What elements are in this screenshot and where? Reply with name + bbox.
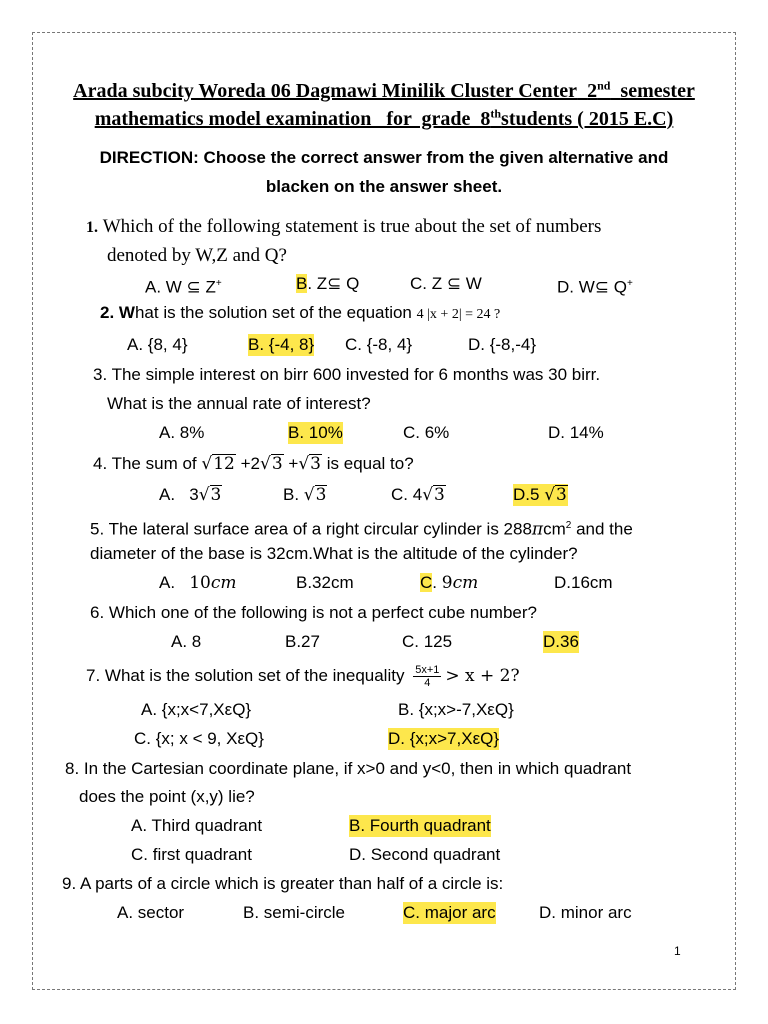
direction-line-2: blacken on the answer sheet.	[265, 177, 503, 196]
q3-option-a: A. 8%	[159, 423, 205, 442]
page-number: 1	[674, 944, 681, 958]
q3-option-c: C. 6%	[403, 423, 450, 442]
q1-option-c: C. Z ⊆ W	[410, 274, 482, 293]
question-8-line-2: does the point (x,y) lie?	[79, 787, 255, 806]
question-2-text: 2. What is the solution set of the equation 4 |x + 2| = 24 ?	[100, 303, 501, 322]
question-9-text: 9. A parts of a circle which is greater than half of a circle is:	[62, 874, 504, 893]
q6-option-b: B.27	[285, 632, 320, 651]
q7-fraction: $\frac{5x+1}{4}$	[415, 664, 440, 689]
q2-option-b: B. {-4, 8}	[248, 335, 315, 354]
question-3-line-2: What is the annual rate of interest?	[107, 394, 371, 413]
q5-option-c: C. 9cm	[420, 573, 479, 593]
question-5-line-2: diameter of the base is 32cm.What is the altitude of the cylinder?	[90, 544, 578, 563]
q7-option-d: D. {x;x>7,XεQ}	[388, 729, 500, 748]
q2-option-d: D. {-8,-4}	[468, 335, 537, 354]
q2-option-a: A. {8, 4}	[127, 335, 188, 354]
q8-option-c: C. first quadrant	[131, 845, 252, 864]
exam-title-line-2: mathematics model examination for grade 8thstudents ( 2015 E.C)	[94, 106, 674, 130]
q2-equation: 4 |x + 2| = 24 ?	[416, 307, 501, 322]
question-4-text: 4. The sum of √12 +2√3 +√3 is equal to?	[93, 454, 414, 474]
q9-option-a: A. sector	[117, 903, 185, 922]
q8-option-a: A. Third quadrant	[131, 816, 263, 835]
q7-option-b: B. {x;x>-7,XεQ}	[398, 700, 514, 719]
exam-title-line-1: Arada subcity Woreda 06 Dagmawi Minilik Cluster Center 2nd semester	[73, 78, 695, 102]
q9-option-b: B. semi-circle	[243, 903, 346, 922]
question-1-line-1: 1. Which of the following statement is true about the set of numbers	[86, 216, 602, 237]
question-6-text: 6. Which one of the following is not a perfect cube number?	[90, 603, 537, 622]
q8-option-d: D. Second quadrant	[349, 845, 501, 864]
q4-option-a: A. 3√3	[159, 485, 222, 505]
q1-option-d: D. W⊆ Q+	[557, 277, 633, 297]
question-1-line-2: denoted by W,Z and Q?	[107, 245, 287, 266]
q6-option-c: C. 125	[402, 632, 453, 651]
q6-option-d: D.36	[543, 632, 579, 651]
q5-option-d: D.16cm	[554, 573, 613, 592]
q5-option-a: A. 10cm	[159, 573, 237, 593]
q8-option-b: B. Fourth quadrant	[349, 816, 491, 835]
q7-option-a: A. {x;x<7,XεQ}	[141, 700, 252, 719]
q7-option-c: C. {x; x < 9, XεQ}	[134, 729, 264, 748]
q4-option-d: D.5 √3	[513, 485, 567, 505]
q3-option-d: D. 14%	[548, 423, 604, 442]
q1-option-b: B. Z⊆ Q	[296, 274, 360, 293]
q3-option-b: B. 10%	[288, 423, 343, 442]
q2-option-c: C. {-8, 4}	[345, 335, 413, 354]
question-7-text: 7. What is the solution set of the inequality $\frac{5x+1}{4}$ > x + 2?	[86, 664, 520, 689]
question-3-line-1: 3. The simple interest on birr 600 invested for 6 months was 30 birr.	[93, 365, 601, 384]
q9-option-d: D. minor arc	[539, 903, 632, 922]
question-5-line-1: 5. The lateral surface area of a right circular cylinder is 288πcm$^2$ and the	[90, 519, 633, 540]
direction-line-1: DIRECTION: Choose the correct answer from the given alternative and	[99, 148, 669, 167]
q4-option-c: C. 4√3	[391, 485, 445, 505]
q9-option-c: C. major arc	[403, 903, 496, 922]
q6-option-a: A. 8	[171, 632, 202, 651]
q5-option-b: B.32cm	[296, 573, 354, 592]
q4-option-b: B. √3	[283, 485, 327, 505]
question-8-line-1: 8. In the Cartesian coordinate plane, if x>0 and y<0, then in which quadrant	[65, 759, 632, 778]
q1-option-a: A. W ⊆ Z+	[145, 277, 222, 297]
